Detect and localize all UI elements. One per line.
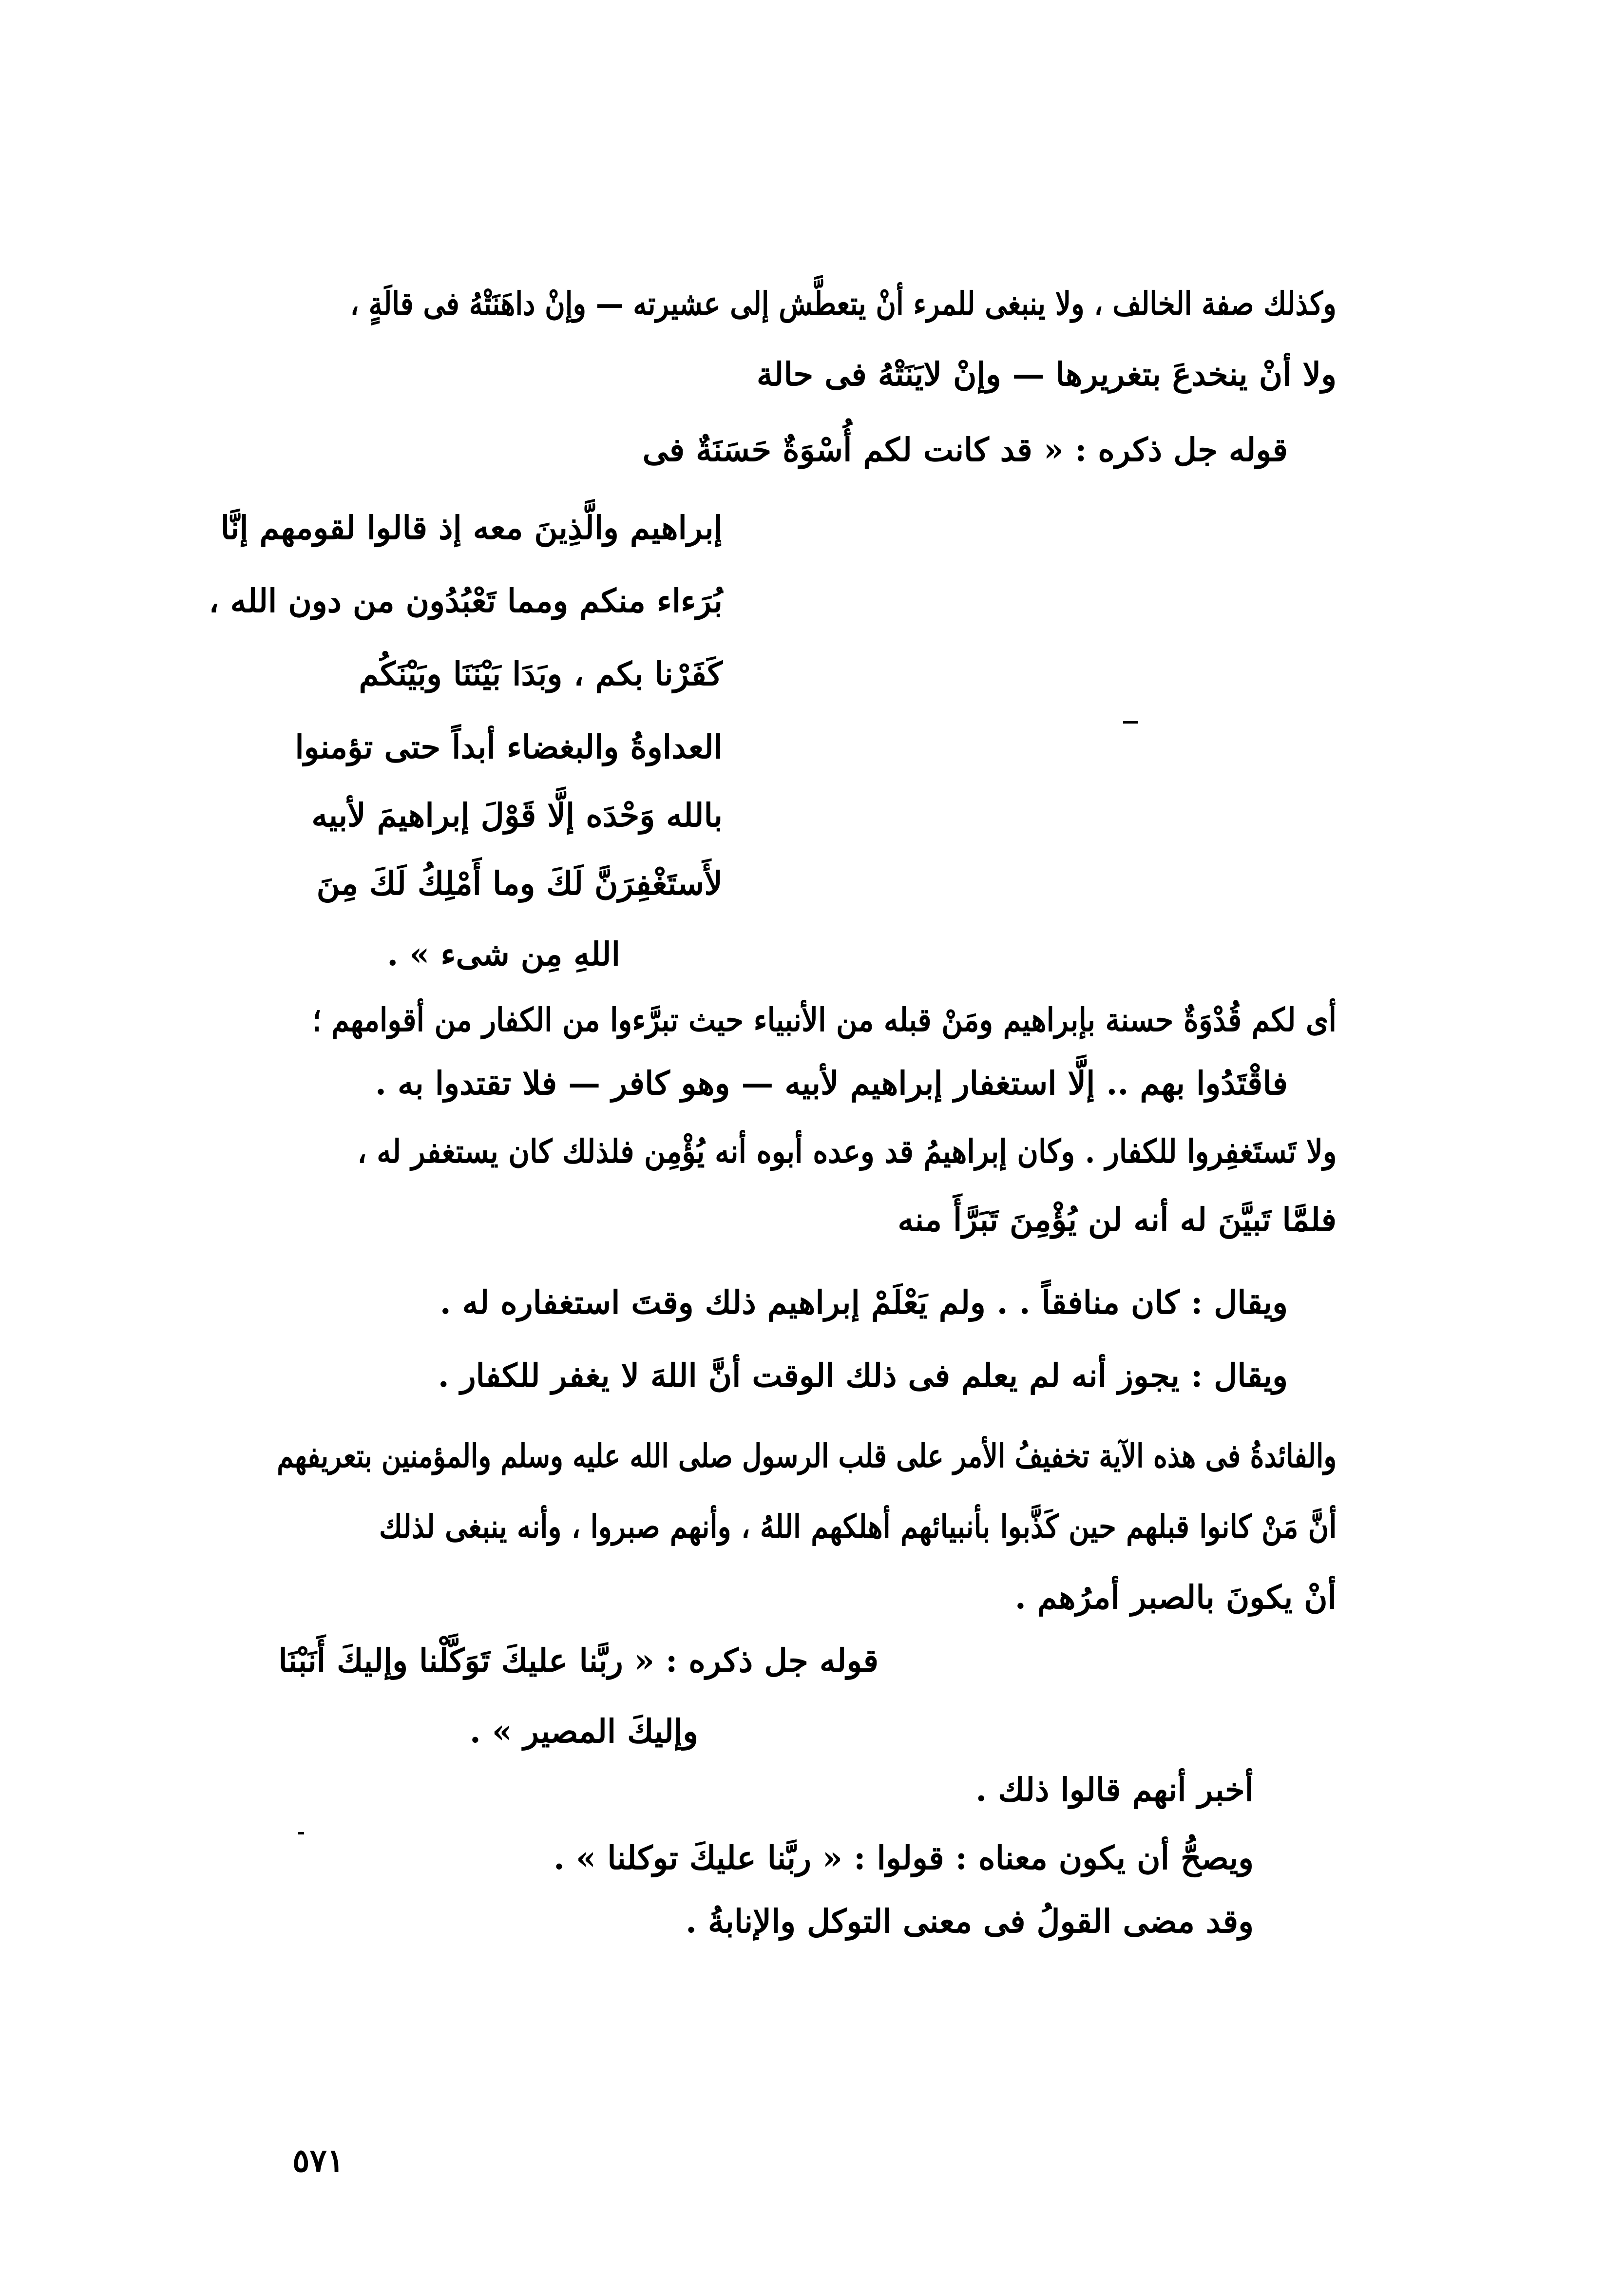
page-number: ٥٧١	[292, 2141, 344, 2179]
paragraph-6-line-3: أنْ يكونَ بالصبر أمرُهم .	[1014, 1578, 1337, 1616]
paragraph-8-line-1: ويصحُّ أن يكون معناه : قولوا : « ربَّنا عليكَ توكلنا » .	[554, 1839, 1254, 1877]
verse-1-line-3: بُرَءاء منكم ومما تَعْبُدُون من دون الله ،	[209, 582, 723, 620]
verse-2-line-1: قوله جل ذكره : « ربَّنا عليكَ تَوَكَّلْنا وإليكَ أَنَبْنَا	[278, 1642, 879, 1680]
verse-1-line-8: اللهِ مِن شىء » .	[387, 935, 620, 973]
paragraph-2-line-2: فاقْتَدُوا بهم .. إلَّا استغفار إبراهيم لأبيه — وهو كافر — فلا تقتدوا به .	[375, 1064, 1288, 1102]
paragraph-3-line-2: فلمَّا تَبيَّنَ له أنه لن يُؤْمِنَ تَبَرَّأَ منه	[898, 1201, 1337, 1239]
verse-1-line-7: لأَستَغْفِرَنَّ لَكَ وما أَمْلِكُ لَكَ مِنَ	[316, 864, 723, 902]
paragraph-1-line-2: ولا أنْ ينخدعَ بتغريرها — وإنْ لايَنَتْهُ فى حالة	[756, 355, 1337, 393]
paragraph-4-line-1: ويقال : كان منافقاً . . ولم يَعْلَمْ إبراهيم ذلك وقتَ استغفاره له .	[439, 1283, 1288, 1321]
paragraph-7-line-1: أخبر أنهم قالوا ذلك .	[975, 1771, 1254, 1809]
verse-1-line-5: العداوةُ والبغضاء أبداً حتى تؤمنوا	[295, 728, 723, 766]
verse-1-line-2: إبراهيم والَّذِينَ معه إذ قالوا لقومهم إنَّا	[220, 509, 723, 547]
scan-mark	[298, 1832, 304, 1834]
scan-mark	[1123, 721, 1138, 724]
verse-1-line-4: كَفَرْنا بكم ، وبَدَا بَيْنَنَا وبَيْنَكُم	[359, 655, 723, 693]
paragraph-5-line-1: ويقال : يجوز أنه لم يعلم فى ذلك الوقت أنَّ اللهَ لا يغفر للكفار .	[438, 1356, 1288, 1394]
verse-1-line-6: بالله وَحْدَه إلَّا قَوْلَ إبراهيمَ لأبيه	[311, 796, 723, 834]
verse-2-line-2: وإليكَ المصير » .	[469, 1712, 698, 1750]
paragraph-3-line-1: ولا تَستَغفِروا للكفار . وكان إبراهيمُ قد وعده أبوه أنه يُؤْمِن فلذلك كان يستغفر له ،	[357, 1132, 1337, 1170]
paragraph-9-line-1: وقد مضى القولُ فى معنى التوكل والإنابةُ .	[686, 1902, 1254, 1940]
paragraph-1-line-1: وكذلك صفة الخالف ، ولا ينبغى للمرء أنْ يتعطَّش إلى عشيرته — وإنْ داهَنَتْهُ فى قالَةٍ ،	[350, 285, 1337, 323]
paragraph-6-line-1: والفائدةُ فى هذه الآية تخفيفُ الأمر على قلب الرسول صلى الله عليه وسلم والمؤمنين بتعريفهم	[277, 1437, 1337, 1475]
paragraph-6-line-2: أنَّ مَنْ كانوا قبلهم حين كَذَّبوا بأنبيائهم أهلكهم اللهُ ، وأنهم صبروا ، وأنه ينبغى لذلك	[379, 1508, 1337, 1546]
verse-1-line-1: قوله جل ذكره : « قد كانت لكم أُسْوَةٌ حَسَنَةٌ فى	[642, 431, 1288, 469]
paragraph-2-line-1: أى لكم قُدْوَةٌ حسنة بإبراهيم ومَنْ قبله من الأنبياء حيث تبرَّءوا من الكفار من أقوامهم ؛	[312, 1001, 1337, 1039]
